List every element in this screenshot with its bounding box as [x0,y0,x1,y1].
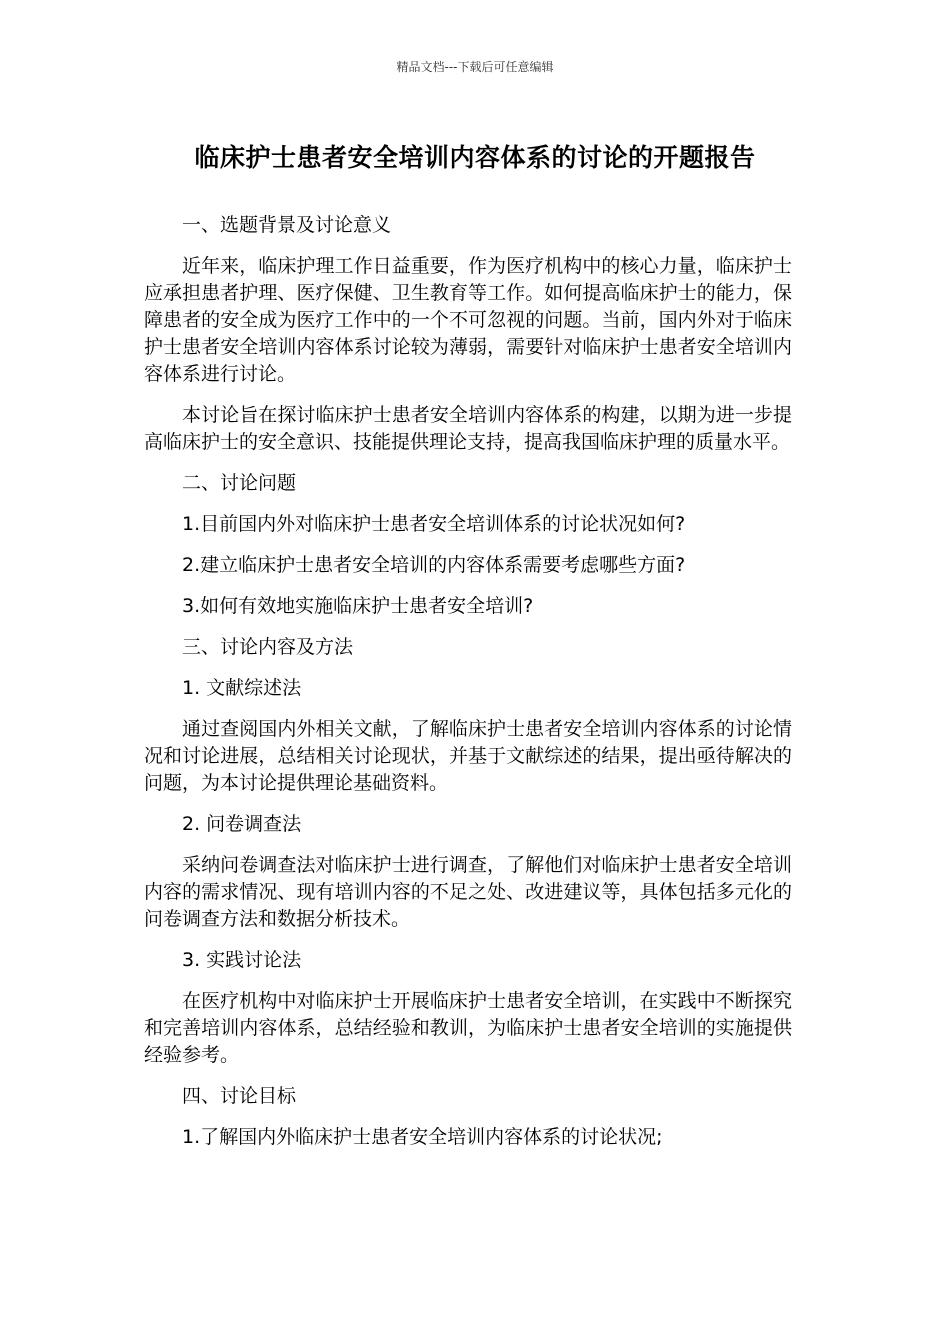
section-heading-2: 二、讨论问题 [182,472,297,494]
paragraph-purpose: 本讨论旨在探讨临床护士患者安全培训内容体系的构建，以期为进一步提高临床护士的安全意识、技能提供理论支持，提高我国临床护理的质量水平。 [144,404,792,453]
method-heading-2: 2. 问卷调查法 [182,813,302,835]
method-paragraph-2: 采纳问卷调查法对临床护士进行调查，了解他们对临床护士患者安全培训内容的需求情况、现有培训内容的不足之处、改进建议等，具体包括多元化的问卷调查方法和数据分析技术。 [144,854,792,930]
paragraph-background: 近年来，临床护理工作日益重要，作为医疗机构中的核心力量，临床护士应承担患者护理、医疗保健、卫生教育等工作。如何提高临床护士的能力，保障患者的安全成为医疗工作中的一个不可忽视的问题。当前，国内外对于临床护士患者安全培训内容体系讨论较为薄弱，需要针对临床护士患者安全培训内容体系进行讨论。 [144,255,792,385]
document-title: 临床护士患者安全培训内容体系的讨论的开题报告 [194,143,756,172]
section-heading-4: 四、讨论目标 [182,1085,297,1107]
method-paragraph-1: 通过查阅国内外相关文献，了解临床护士患者安全培训内容体系的讨论情况和讨论进展，总结相关讨论现状，并基于文献综述的结果，提出亟待解决的问题，为本讨论提供理论基础资料。 [144,718,792,794]
header-note: 精品文档---下载后可任意编辑 [396,60,554,74]
method-heading-1: 1. 文献综述法 [182,677,302,699]
goal-item-1: 1.了解国内外临床护士患者安全培训内容体系的讨论状况; [182,1126,663,1148]
question-item-2: 2.建立临床护士患者安全培训的内容体系需要考虑哪些方面? [182,554,686,576]
method-heading-3: 3. 实践讨论法 [182,949,302,971]
question-item-1: 1.目前国内外对临床护士患者安全培训体系的讨论状况如何? [182,513,686,535]
question-item-3: 3.如何有效地实施临床护士患者安全培训? [182,595,534,617]
document-body [144,212,792,1165]
section-heading-1: 一、选题背景及讨论意义 [182,214,392,236]
method-paragraph-3: 在医疗机构中对临床护士开展临床护士患者安全培训，在实践中不断探究和完善培训内容体系，总结经验和教训，为临床护士患者安全培训的实施提供经验参考。 [144,990,792,1066]
section-heading-3: 三、讨论内容及方法 [182,636,354,658]
